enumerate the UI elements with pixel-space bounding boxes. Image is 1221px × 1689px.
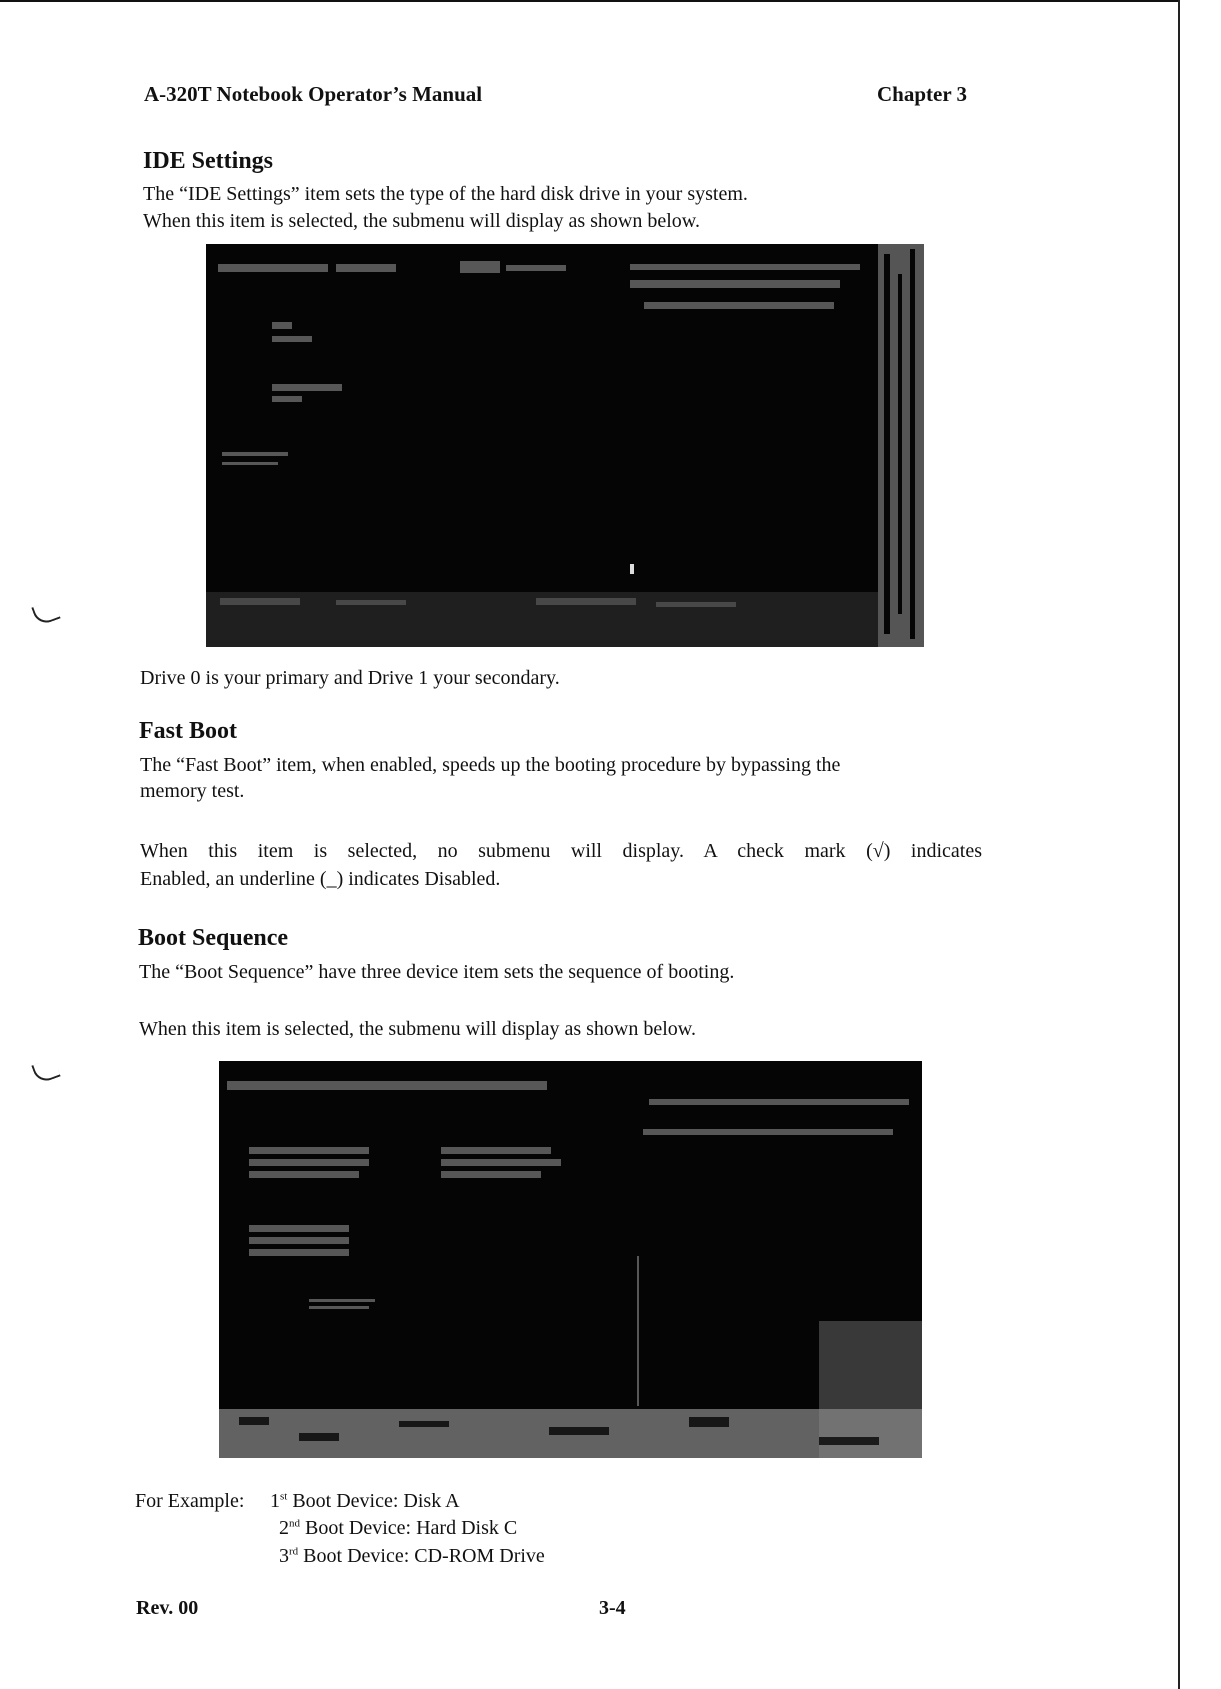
boot-screen-noise: [219, 1061, 922, 1458]
top-rule: [0, 0, 1180, 2]
scan-mark: [31, 599, 60, 626]
example-item-2: [279, 1517, 517, 1540]
ide-drive-note: Drive 0 is your primary and Drive 1 your secondary.: [140, 667, 560, 689]
boot-sequence-screenshot: [219, 1061, 922, 1458]
chapter-label: Chapter 3: [877, 82, 968, 106]
example-num: 1: [270, 1490, 280, 1512]
example-text: Boot Device: CD-ROM Drive: [303, 1545, 545, 1567]
example-lead: For Example:: [135, 1490, 245, 1512]
fastboot-p1-line2: memory test.: [140, 780, 245, 802]
ide-settings-screenshot: [206, 244, 924, 647]
example-text: Boot Device: Disk A: [292, 1490, 460, 1512]
example-suffix: rd: [289, 1545, 299, 1558]
example-suffix: st: [280, 1490, 288, 1503]
example-suffix: nd: [289, 1517, 300, 1530]
ide-heading: IDE Settings: [143, 148, 274, 174]
ide-line-2: When this item is selected, the submenu will display as shown below.: [143, 210, 700, 232]
example-item-3: [279, 1545, 545, 1568]
example-num: 3: [279, 1545, 289, 1567]
ide-screen-noise: [206, 244, 924, 647]
example-text: Boot Device: Hard Disk C: [305, 1517, 518, 1539]
example-item-1: [270, 1490, 460, 1513]
bootseq-line-1: The “Boot Sequence” have three device item sets the sequence of booting.: [139, 961, 735, 983]
scan-mark: [31, 1057, 60, 1084]
fastboot-p2-line1: When this item is selected, no submenu will display. A check mark (√) indicates: [140, 840, 982, 862]
bootseq-line-2: When this item is selected, the submenu will display as shown below.: [139, 1018, 696, 1040]
example-num: 2: [279, 1517, 289, 1539]
fastboot-p1-line1: The “Fast Boot” item, when enabled, speeds up the booting procedure by bypassing the: [140, 754, 841, 776]
right-rule: [1178, 0, 1180, 1689]
fastboot-heading: Fast Boot: [139, 718, 237, 744]
page-number: 3-4: [599, 1597, 626, 1619]
manual-title: A-320T Notebook Operator’s Manual: [144, 82, 483, 106]
revision-label: Rev. 00: [136, 1597, 199, 1619]
ide-line-1: The “IDE Settings” item sets the type of the hard disk drive in your system.: [143, 183, 748, 205]
fastboot-p2-line2: Enabled, an underline (_) indicates Disabled.: [140, 868, 501, 890]
bootseq-heading: Boot Sequence: [138, 925, 288, 951]
